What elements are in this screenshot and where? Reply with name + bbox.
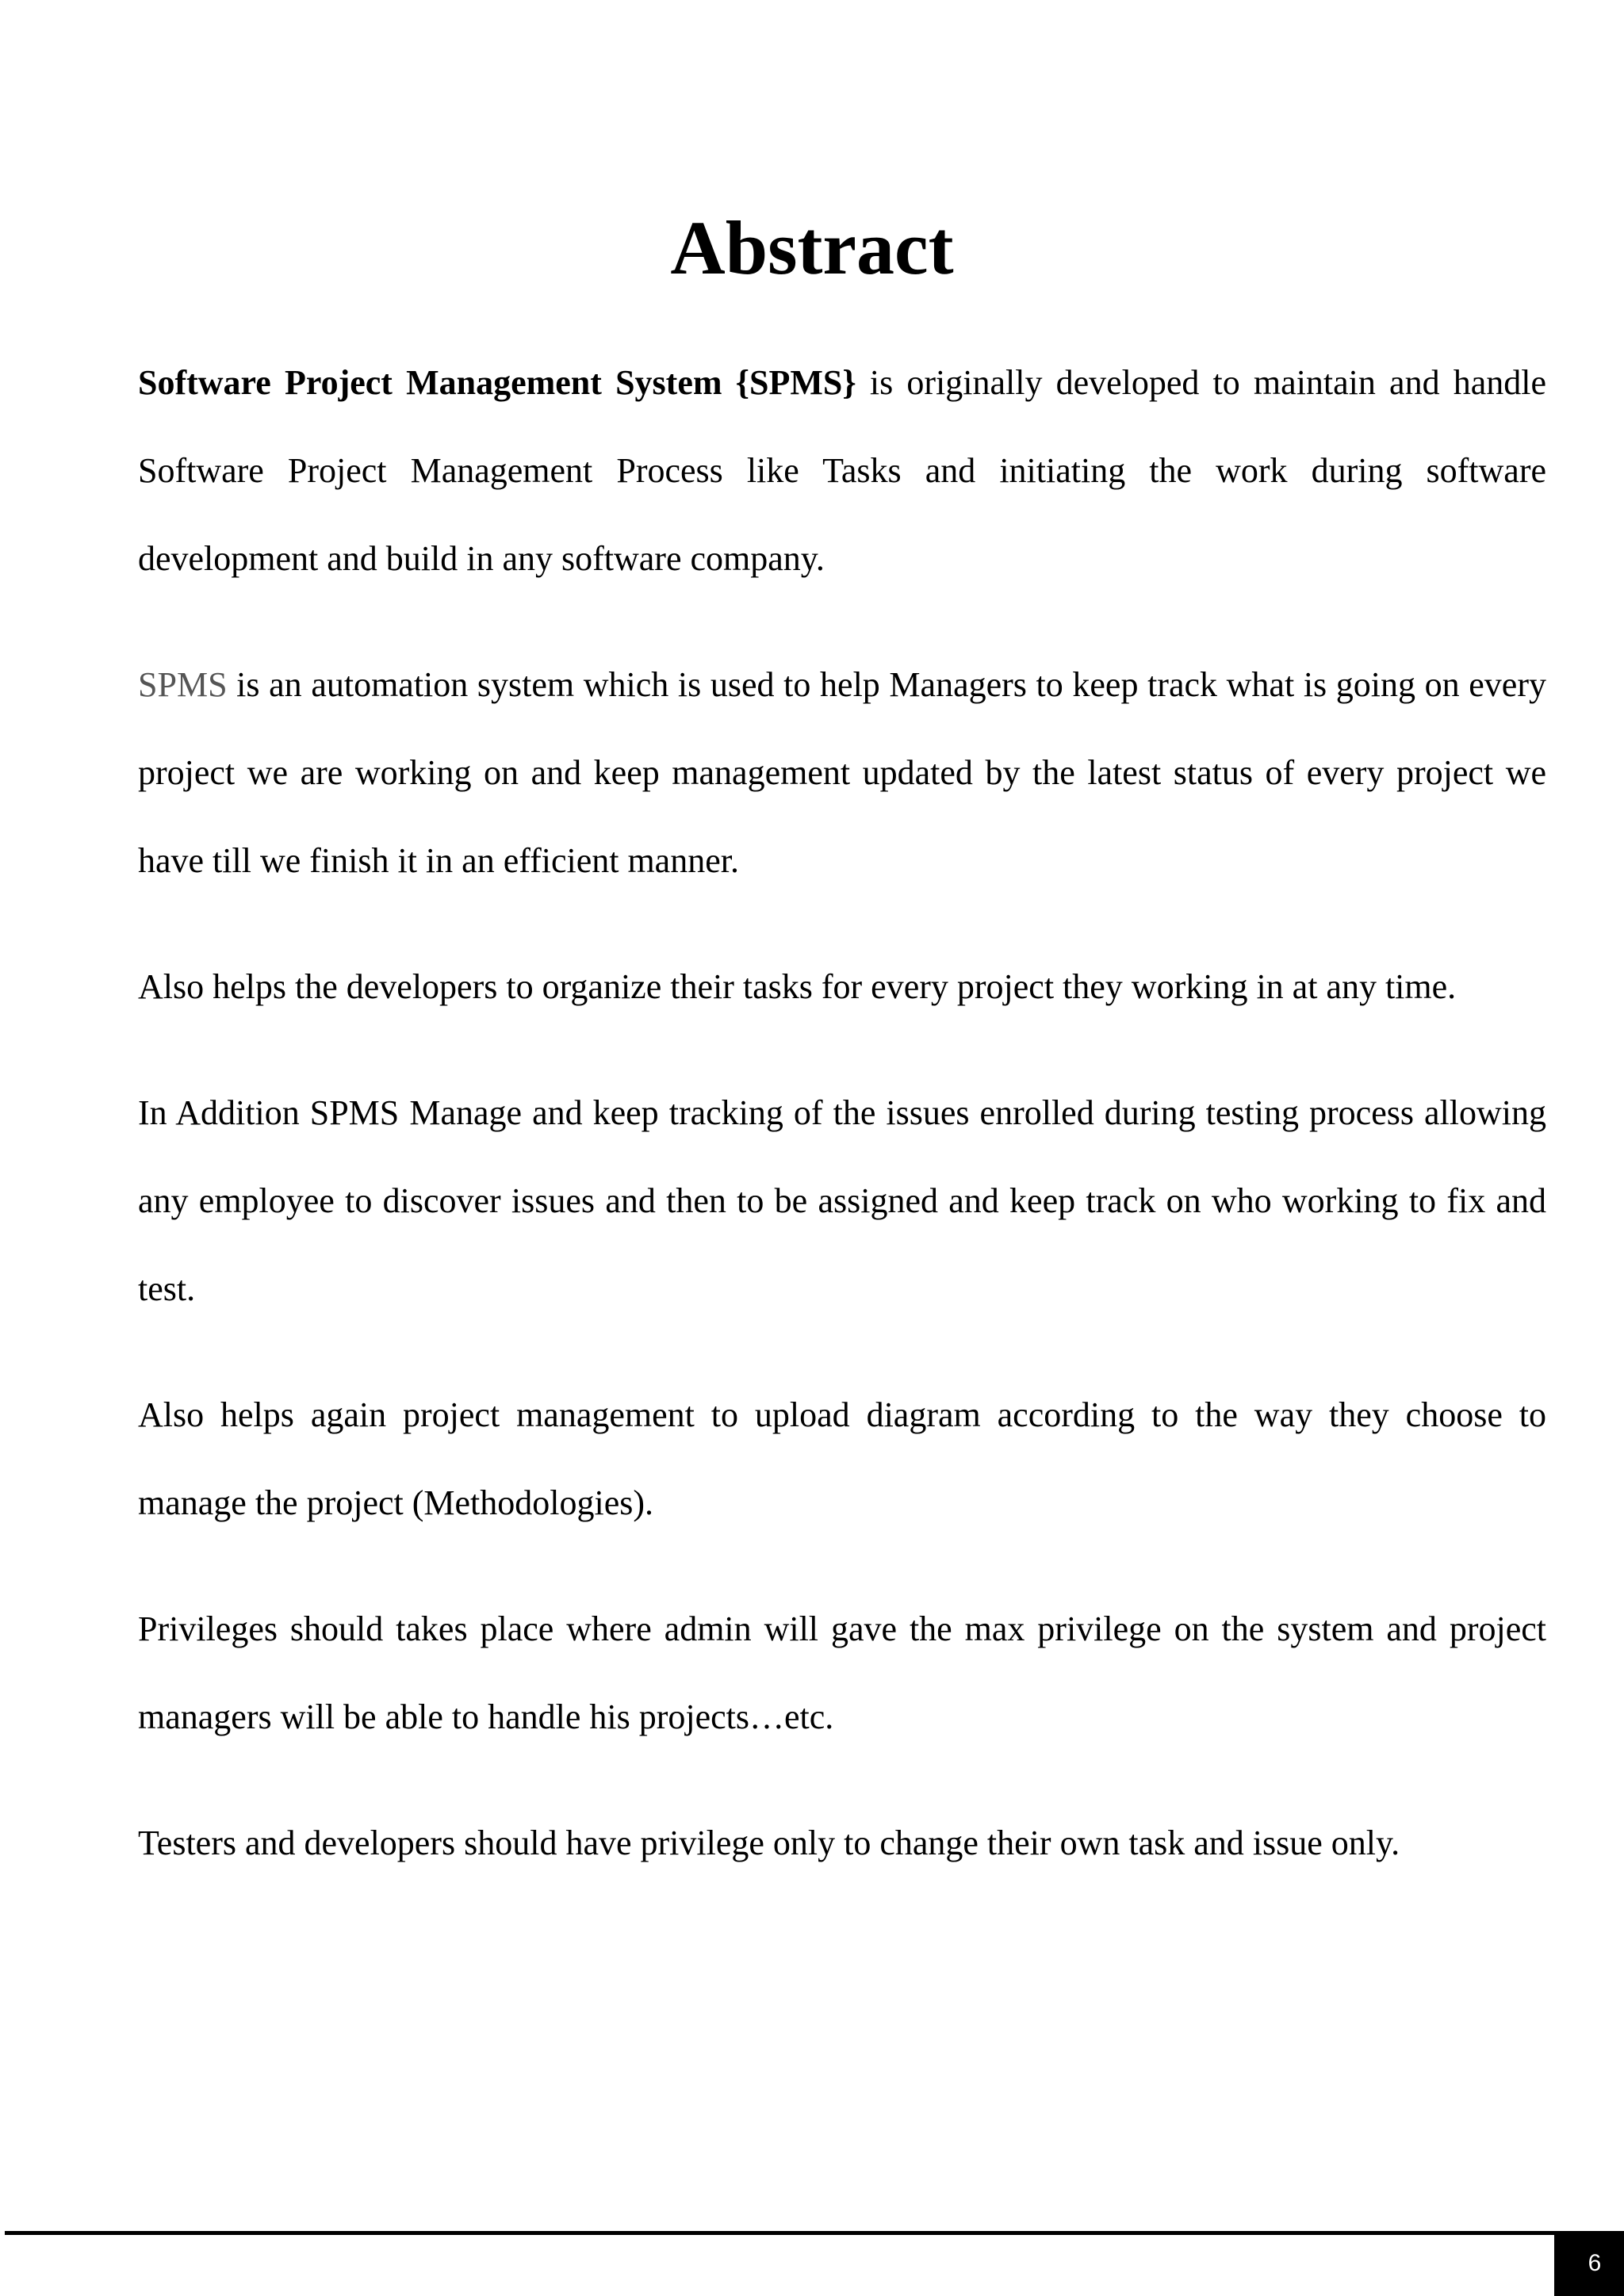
paragraph-developers: Also helps the developers to organize their tasks for every project they working in at any time. xyxy=(138,967,1457,1006)
spms-label: SPMS xyxy=(138,665,228,704)
footer-divider xyxy=(5,2231,1624,2235)
paragraph-automation-text: is an automation system which is used to help Managers to keep track what is going on every project we are working on and keep management updated by the latest status of every project we have till we finish it in an efficient manner. xyxy=(138,665,1546,880)
abstract-body xyxy=(138,339,1546,1925)
paragraph-diagrams: Also helps again project management to upload diagram according to the way they choose to manage the project (Methodologies). xyxy=(138,1395,1546,1522)
paragraph-automation xyxy=(138,641,1546,905)
paragraph-intro-text: is originally developed to maintain and handle Software Project Management Process like Tasks and initiating the work during software development and build in any software company. xyxy=(138,363,1547,578)
system-name: Software Project Management System {SPMS} xyxy=(138,363,856,402)
page-number: 6 xyxy=(1554,2231,1624,2296)
paragraph-issues: In Addition SPMS Manage and keep tracking of the issues enrolled during testing process allowing any employee to discover issues and then to be assigned and keep track on who working to fix and test. xyxy=(138,1093,1546,1308)
paragraph-testers: Testers and developers should have privilege only to change their own task and issue only. xyxy=(138,1823,1400,1862)
paragraph-privileges: Privileges should takes place where admin will gave the max privilege on the system and project managers will be able to handle his projects…etc. xyxy=(138,1609,1546,1736)
paragraph-intro xyxy=(138,339,1546,603)
page-title: Abstract xyxy=(670,205,954,290)
